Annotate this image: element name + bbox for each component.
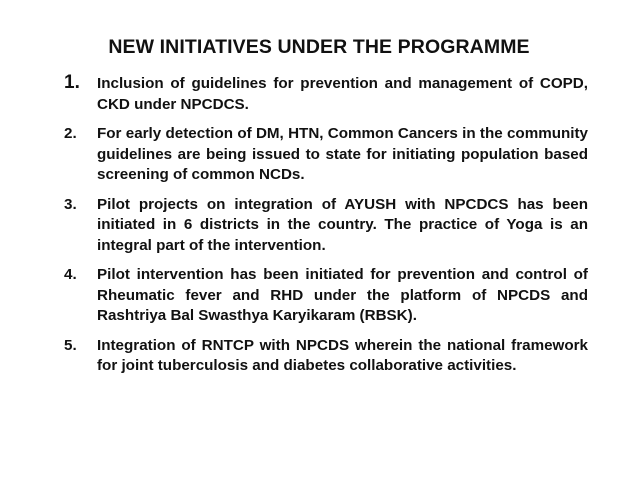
list-item	[64, 124, 588, 186]
list-item-text: Pilot projects on integration of AYUSH with NPCDCS has been initiated in 6 districts in the country. The practice of Yoga is an integral part of the intervention.	[97, 195, 588, 254]
list-item	[64, 265, 588, 327]
list-item-text: For early detection of DM, HTN, Common Cancers in the community guidelines are being issued to state for initiating population based screening of common NCDs.	[97, 125, 588, 183]
list-item-number: 5.	[64, 336, 77, 354]
list-item-text: Inclusion of guidelines for prevention and management of COPD, CKD under NPCDCS.	[97, 75, 588, 113]
list-item-number: 1.	[64, 72, 80, 93]
slide-title: NEW INITIATIVES UNDER THE PROGRAMME	[108, 36, 530, 58]
list-item-number: 2.	[64, 125, 77, 142]
list-item-text: Pilot intervention has been initiated for prevention and control of Rheumatic fever and RHD under the platform of NPCDS and Rashtriya Bal Swasthya Karyikaram (RBSK).	[97, 266, 588, 324]
list-item-number: 3.	[64, 195, 77, 213]
list-item	[64, 195, 588, 257]
list-item	[64, 336, 588, 377]
initiatives-list	[64, 74, 588, 386]
list-item	[64, 74, 588, 115]
list-item-text: Integration of RNTCP with NPCDS wherein the national framework for joint tuberculosis and diabetes collaborative activities.	[97, 336, 588, 374]
list-item-number: 4.	[64, 266, 77, 283]
